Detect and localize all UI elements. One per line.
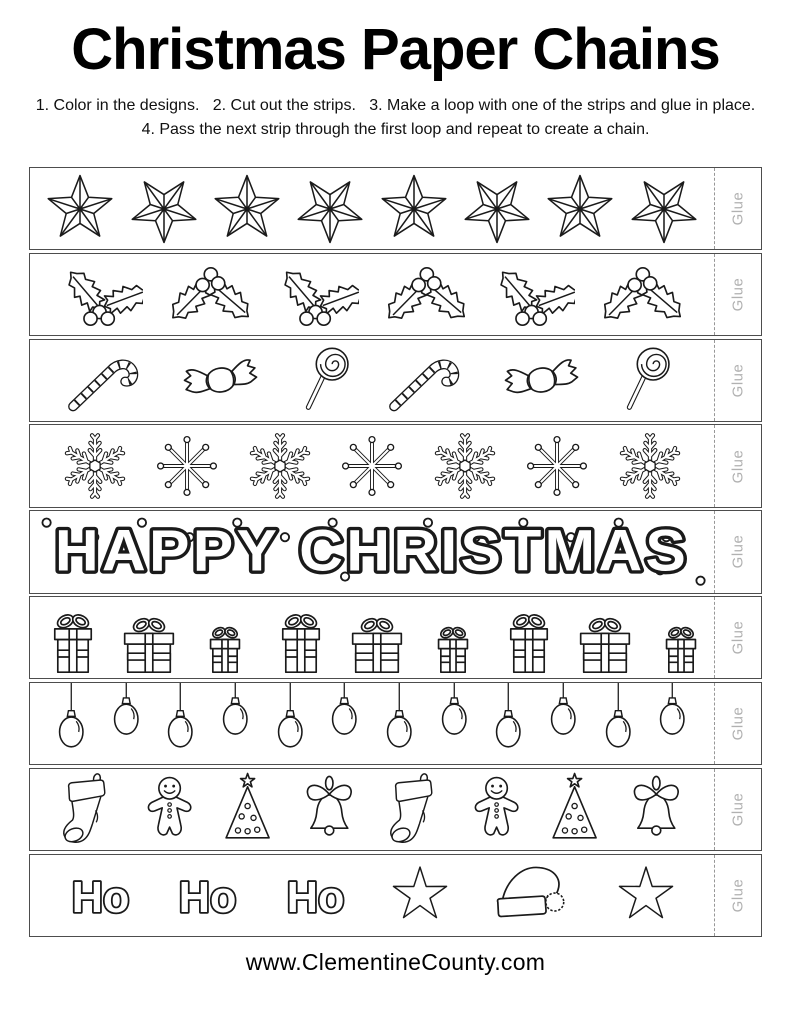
candy-cane-icon [67, 346, 143, 414]
star-down-icon [126, 171, 202, 247]
holly-berries-high-icon [169, 254, 251, 335]
holly-berries-low-icon [61, 254, 143, 335]
glue-label: Glue [729, 620, 747, 655]
bauble-short-icon [651, 683, 694, 761]
snowflake-ornate-icon [432, 433, 498, 499]
wrapped-candy-icon [495, 346, 589, 414]
stocking-icon [381, 772, 448, 846]
paper-strip-happy-christmas [29, 510, 762, 593]
star-outline-icon [389, 864, 451, 926]
bauble-long-icon [269, 683, 312, 761]
strip-artwork [30, 340, 714, 421]
christmas-tree-icon [218, 772, 277, 846]
strip-artwork [30, 168, 714, 249]
svg-text:HAPPY CHRISTMAS: HAPPY CHRISTMAS [54, 518, 690, 584]
wrapped-candy-icon [174, 346, 268, 414]
snowflake-stick-icon [339, 433, 405, 499]
glue-label: Glue [729, 449, 747, 483]
glue-tab [714, 855, 761, 936]
gift-small-icon [643, 600, 714, 676]
star-up-icon [376, 171, 452, 247]
ho-text [174, 867, 250, 923]
glue-tab [714, 340, 761, 421]
bell-icon [623, 772, 690, 846]
bauble-short-icon [214, 683, 257, 761]
lollipop-icon [299, 344, 357, 416]
paper-strip-ho-ho-ho [29, 854, 762, 937]
gift-tall-icon [263, 600, 339, 676]
strips-container [29, 167, 762, 937]
gift-wide-icon [339, 600, 415, 676]
gift-small-icon [187, 600, 263, 676]
paper-strip-sweets [29, 339, 762, 422]
ho-text [67, 867, 143, 923]
instructions-line-2: 4. Pass the next strip through the first loop and repeat to create a chain. [141, 120, 650, 138]
happy-christmas-banner [30, 511, 714, 592]
page-title: Christmas Paper Chains [71, 17, 720, 82]
star-up-icon [542, 171, 618, 247]
bauble-long-icon [597, 683, 640, 761]
star-down-icon [292, 171, 368, 247]
snowflake-ornate-icon [62, 433, 128, 499]
star-down-icon [626, 171, 702, 247]
paper-strip-stars [29, 167, 762, 250]
svg-text:Ho: Ho [71, 873, 129, 922]
gift-tall-icon [35, 600, 111, 676]
paper-strip-gifts [29, 596, 762, 679]
paper-strip-snowflakes [29, 424, 762, 507]
ho-text [282, 867, 358, 923]
star-outline-icon [615, 864, 677, 926]
instructions-line-1: 1. Color in the designs. 2. Cut out the strips. 3. Make a loop with one of the strips and glue in place. [35, 96, 756, 114]
bauble-short-icon [105, 683, 148, 761]
svg-text:Ho: Ho [286, 873, 344, 922]
gift-small-icon [415, 600, 491, 676]
glue-tab [714, 254, 761, 335]
bell-icon [296, 772, 363, 846]
svg-text:Ho: Ho [178, 873, 237, 922]
snowflake-ornate-icon [617, 433, 683, 499]
holly-berries-low-icon [277, 254, 359, 335]
lollipop-icon [620, 344, 678, 416]
bauble-short-icon [542, 683, 585, 761]
stocking-icon [54, 772, 121, 846]
gift-wide-icon [567, 600, 643, 676]
paper-strip-festive [29, 768, 762, 851]
strip-artwork [30, 855, 714, 936]
gift-tall-icon [491, 600, 567, 676]
glue-tab [714, 597, 761, 678]
glue-tab [714, 425, 761, 506]
candy-cane-icon [388, 346, 464, 414]
glue-label: Glue [729, 706, 747, 741]
holly-berries-high-icon [601, 254, 683, 335]
paper-strip-holly [29, 253, 762, 336]
snowflake-ornate-icon [247, 433, 313, 499]
gift-wide-icon [111, 600, 187, 676]
bauble-short-icon [323, 683, 366, 761]
glue-tab [714, 683, 761, 764]
strip-artwork [30, 769, 714, 850]
glue-label: Glue [729, 878, 747, 913]
bauble-short-icon [433, 683, 476, 761]
glue-label: Glue [729, 792, 747, 827]
glue-tab [714, 511, 761, 592]
star-up-icon [42, 171, 118, 247]
holly-berries-low-icon [493, 254, 575, 335]
snow-dot [696, 577, 704, 585]
glue-label: Glue [729, 363, 747, 398]
glue-label: Glue [729, 535, 747, 569]
strip-artwork [30, 425, 714, 506]
glue-tab [714, 769, 761, 850]
santa-hat-icon [483, 856, 584, 934]
christmas-tree-icon [545, 772, 604, 846]
glue-tab [714, 168, 761, 249]
paper-strip-baubles [29, 682, 762, 765]
star-down-icon [459, 171, 535, 247]
strip-artwork [30, 511, 714, 592]
bauble-long-icon [159, 683, 202, 761]
footer-url: www.ClementineCounty.com [245, 948, 546, 975]
star-up-icon [209, 171, 285, 247]
glue-label: Glue [729, 191, 747, 226]
snowflake-stick-icon [154, 433, 220, 499]
bauble-long-icon [378, 683, 421, 761]
strip-artwork [30, 683, 714, 764]
holly-berries-high-icon [385, 254, 467, 335]
strip-artwork [30, 597, 714, 678]
bauble-long-icon [487, 683, 530, 761]
snowflake-stick-icon [524, 433, 590, 499]
gingerbread-man-icon [467, 772, 526, 846]
gingerbread-man-icon [140, 772, 199, 846]
snow-dot [42, 519, 50, 527]
glue-label: Glue [729, 277, 747, 312]
bauble-long-icon [50, 683, 93, 761]
strip-artwork [30, 254, 714, 335]
